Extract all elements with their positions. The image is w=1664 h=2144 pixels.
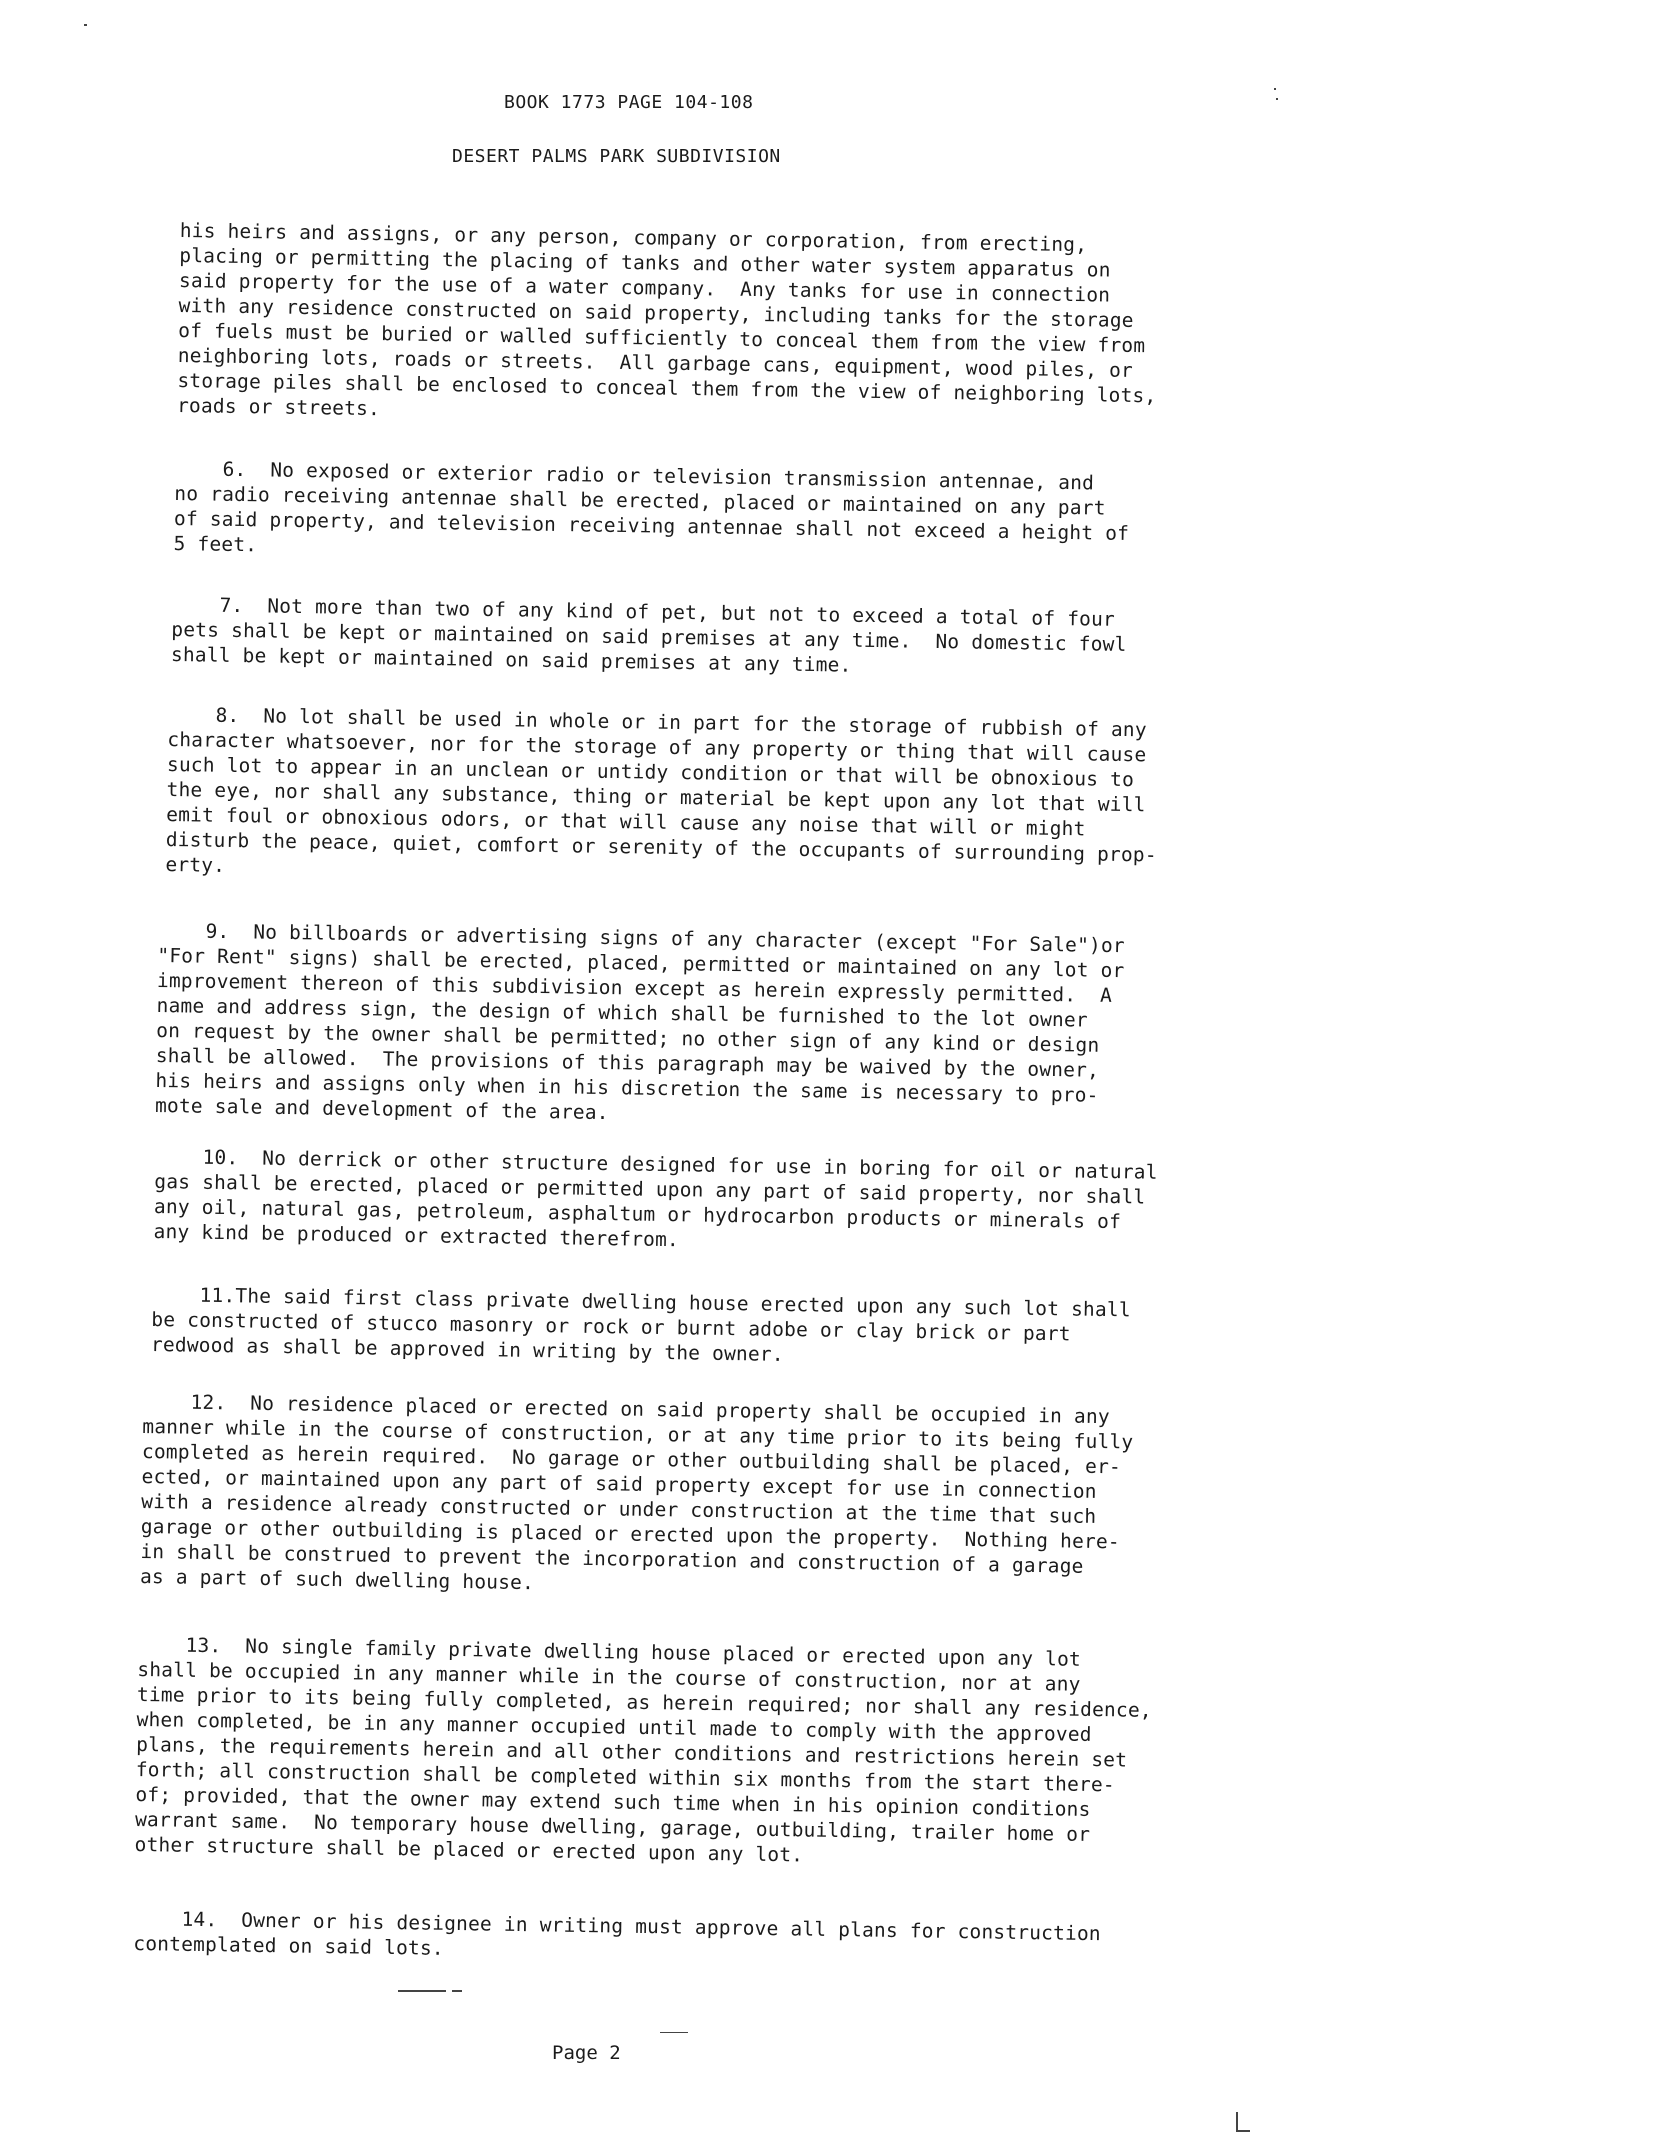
paragraph-11: 11.The said first class private dwelling house erected upon any such lot shall be constructed of stucco masonry or rock or burnt adobe or clay brick or part redwood as shall be approved in writing by the owner. (150, 1282, 1131, 1366)
scan-mark (84, 24, 87, 26)
paragraph-10: 10. No derrick or other structure designed for use in boring for oil or natural gas shall be erected, placed or permitted upon any part of said property, nor shall any oil, natural gas, petroleum, asphaltum or hydrocarbon products or minerals of any kind be produced or extracted therefrom. (153, 1144, 1158, 1252)
paragraph-continued: his heirs and assigns, or any person, company or corporation, from erecting, placing or permitting the placing of tanks and other water system apparatus on said property for the use of a water company. Any tanks for use in connection with any residence constructed on said property, including tanks for the storage of fuels must be buried or walled sufficiently to conceal them from the view from neighboring lots, roads or streets. All garbage cans, equipment, wood piles, or storage piles shall be enclosed to conceal them from the view of neighboring lots, roads or streets. (176, 218, 1157, 421)
paragraph-12: 12. No residence placed or erected on said property shall be occupied in any manner while in the course of construction, or at any time prior to its being fully completed as herein required. No garage or other outbuilding shall be placed, er- ected, or maintained upon any part of said property except for use in connection with a residence already constructed or under construction at the time that such garage or other outbuilding is placed or erected upon the property. Nothing here- in shall be construed to prevent the incorporation and construction of a garage as a part of such dwelling house. (139, 1389, 1134, 1595)
scan-mark (398, 1990, 446, 1992)
paragraph-7: 7. Not more than two of any kind of pet, but not to exceed a total of four pets shall be kept or maintained on said premises at any time. No domestic fowl shall be kept or maintained on said premises at any time. (170, 592, 1127, 677)
paragraph-8: 8. No lot shall be used in whole or in part for the storage of rubbish of any character whatsoever, nor for the storage of any property or thing that will cause such lot to appear in an unclean or untidy condition or that will be obnoxious to the eye, nor shall any substance, thing or material be kept upon any lot that will emit foul or obnoxious odors, or that will cause any noise that will or might disturb the peace, quiet, comfort or serenity of the occupants of surrounding prop- erty. (165, 702, 1157, 877)
paragraph-9: 9. No billboards or advertising signs of any character (except "For Sale")or "For Rent" signs) shall be erected, placed, permitted or maintained on any lot or improvement thereon of this subdivision except as herein expressly permitted. A name and address sign, the design of which shall be furnished to the lot owner on request by the owner shall be permitted; no other sign of any kind or design shall be allowed. The provisions of this paragraph may be waived by the owner, his heirs and assigns only when in his discretion the same is necessary to pro- mote sale and development of the area. (154, 918, 1126, 1125)
subdivision-title: DESERT PALMS PARK SUBDIVISION (452, 146, 781, 167)
scan-mark (660, 2032, 688, 2033)
scan-mark (1276, 98, 1278, 100)
page-number: Page 2 (552, 2042, 621, 2064)
book-reference: BOOK 1773 PAGE 104-108 (504, 92, 754, 113)
scan-mark (1274, 88, 1276, 90)
scan-mark (452, 1990, 462, 1992)
paragraph-14: 14. Owner or his designee in writing must approve all plans for construction contemplated on said lots. (133, 1906, 1102, 1960)
paragraph-6: 6. No exposed or exterior radio or television transmission antennae, and no radio receiving antennae shall be erected, placed or maintained on any part of said property, and television receiving antennae shall not exceed a height of 5 feet. (173, 456, 1130, 557)
scan-mark (1236, 2130, 1250, 2132)
paragraph-13: 13. No single family private dwelling house placed or erected upon any lot shall be occupied in any manner while in the course of construction, nor at any time prior to its being fully completed, as herein required; nor shall any residence, when completed, be in any manner occupied until made to comply with the approved plans, the requirements herein and all other conditions and restrictions herein set forth; all construction shall be completed within six months from the start there- of; provided, that the owner may extend such time when in his opinion conditions warrant same. No temporary house dwelling, garage, outbuilding, trailer home or other structure shall be placed or erected upon any lot. (134, 1632, 1152, 1867)
scan-mark (1236, 2112, 1238, 2132)
